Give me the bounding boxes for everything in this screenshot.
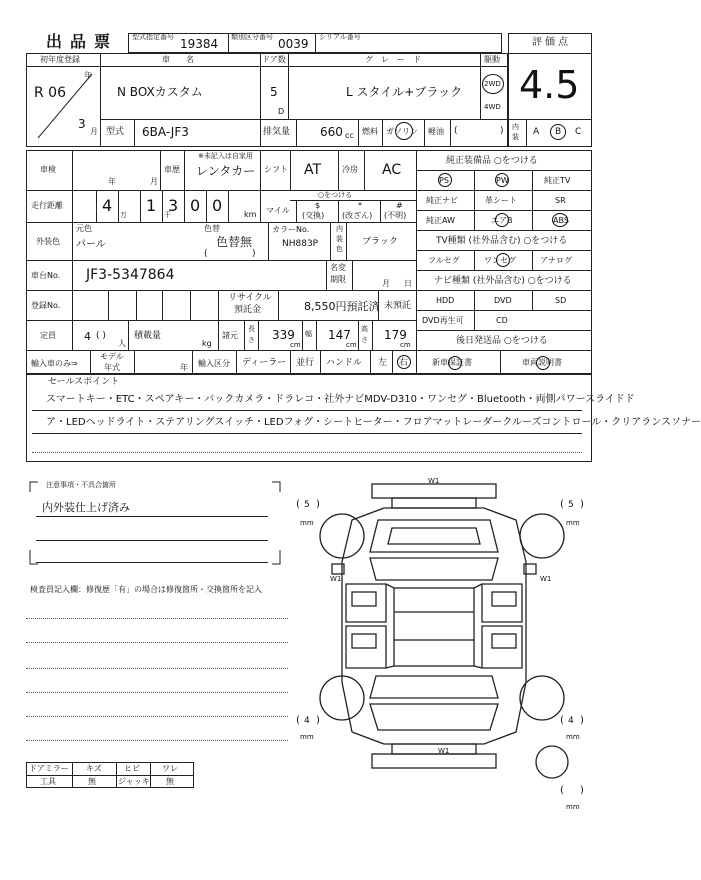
tire-rr-value: 4 xyxy=(568,716,574,726)
chassis-value: JF3-5347864 xyxy=(86,267,175,283)
first-reg-label: 初年度登録 xyxy=(40,55,80,64)
tire-spare-unit: mm xyxy=(566,803,580,811)
name-change-month: 月 xyxy=(382,279,390,288)
model-year-label-2: 年式 xyxy=(104,363,120,372)
analog: アナログ xyxy=(540,256,572,265)
fuel-light: 軽油 xyxy=(428,127,444,136)
legend-scratch: キズ xyxy=(86,764,102,773)
first-reg-era: R 06 xyxy=(34,85,66,101)
sales-points-line-1: スマートキー・ETC・スペアキー・バックカメラ・ドラレコ・社外ナビMDV-D310・ワンセグ・Bluetooth・両側パワースライドド xyxy=(46,394,635,405)
navi-title: ナビ種類 (社外品含む) ○をつける xyxy=(434,276,572,286)
legend-crack: ヒビ xyxy=(124,764,140,773)
load-unit: kg xyxy=(202,339,212,348)
sales-points-label: セールスポイント xyxy=(48,377,120,387)
reg-no-label: 登録No. xyxy=(31,301,61,310)
repaint-value: 色替無 xyxy=(216,235,253,249)
handle-right: 右 xyxy=(399,358,409,368)
mileage-exchange-mark: $ xyxy=(315,201,321,210)
interior-a: A xyxy=(533,127,540,137)
tire-spare-open: ( xyxy=(560,785,564,796)
width-label: 幅 xyxy=(305,330,312,338)
color-no-value: NH883P xyxy=(282,239,319,249)
doors-label: ドア数 xyxy=(262,55,286,64)
w1-rear: W1 xyxy=(438,747,450,755)
model-code-value: 6BA-JF3 xyxy=(142,125,189,139)
ac-label: 冷房 xyxy=(342,165,358,174)
handle-left: 左 xyxy=(378,358,388,368)
tire-rl-close: ) xyxy=(316,715,320,726)
model-year-label-1: モデル xyxy=(100,352,124,361)
dvd-play: DVD再生可 xyxy=(422,316,464,325)
grade-label: グレード xyxy=(365,55,429,64)
tv-title: TV種類 (社外品含む) ○をつける xyxy=(436,236,568,246)
height-value: 179 xyxy=(384,328,407,342)
legend-door-mirror: ドアミラー xyxy=(29,764,69,773)
tire-fl-value: 5 xyxy=(304,500,310,510)
import-parallel: 並行 xyxy=(296,358,315,368)
legend-jack: ジャッキ xyxy=(118,777,150,786)
interior-c: C xyxy=(575,127,582,137)
load-label: 積載量 xyxy=(134,331,162,341)
height-label-1: 高 xyxy=(361,325,368,333)
tire-fr-open: ( xyxy=(560,499,564,510)
displacement-unit: cc xyxy=(345,131,354,140)
category-value: 0039 xyxy=(278,37,309,51)
fuel-label: 燃料 xyxy=(362,127,378,136)
type-label: 型式 xyxy=(106,127,125,137)
tire-fr-close: ) xyxy=(580,499,584,510)
repaint-paren-close: ) xyxy=(252,249,256,259)
mileage-digit-4: 0 xyxy=(190,196,201,215)
first-reg-slash xyxy=(34,72,94,142)
fuel-other-open: ( xyxy=(454,126,458,136)
width-unit: cm xyxy=(346,341,357,349)
first-reg-month: 3 xyxy=(78,117,86,131)
drive-2wd: 2WD xyxy=(484,80,501,88)
cd: CD xyxy=(496,316,508,325)
fuel-other-close: ) xyxy=(500,126,504,136)
orig-color-label: 元色 xyxy=(76,224,92,233)
form-title: 出品票 xyxy=(46,32,119,51)
chassis-label: 車台No. xyxy=(31,271,61,280)
orig-color-value: パール xyxy=(76,239,106,250)
model-year-unit: 年 xyxy=(180,363,188,372)
name-change-label-1: 名変 xyxy=(330,263,346,272)
rating-value: 4.5 xyxy=(519,63,580,107)
mileage-sen: 千 xyxy=(164,211,171,219)
history-value: レンタカー xyxy=(196,164,256,178)
leather: 革シート xyxy=(485,196,517,205)
tire-fr-value: 5 xyxy=(568,500,574,510)
capacity-value: 4 xyxy=(84,330,91,343)
tire-fl-close: ) xyxy=(316,499,320,510)
mileage-digit-5: 0 xyxy=(212,196,223,215)
length-label-2: さ xyxy=(248,336,255,344)
legend-tools: 工具 xyxy=(40,777,56,786)
drive-label: 駆動 xyxy=(484,55,500,64)
legend-jack-val: 無 xyxy=(166,777,174,786)
model-designation-value: 19384 xyxy=(180,37,219,51)
manual: 車両説明書 xyxy=(522,358,562,367)
capacity-unit: 人 xyxy=(118,339,126,348)
handle-label: ハンドル xyxy=(326,358,363,368)
history-note: ※未記入は自家用 xyxy=(198,152,253,160)
abs: ABS xyxy=(553,216,569,225)
color-no-label: カラーNo. xyxy=(272,225,310,234)
mileage-unit: km xyxy=(244,210,257,219)
length-label-1: 長 xyxy=(248,325,255,333)
w1-left: W1 xyxy=(330,575,342,583)
recycle-value: 8,550円預託済 xyxy=(304,300,380,313)
inspector-label: 検査員記入欄：修復歴「有」の場合は修復箇所・交換箇所を記入 xyxy=(30,585,262,594)
repaint-paren-open: ( xyxy=(204,249,208,259)
tire-rl-open: ( xyxy=(296,715,300,726)
tire-fr-unit: mm xyxy=(566,519,580,527)
tire-fl-unit: mm xyxy=(300,519,314,527)
mileage-unknown-mark: # xyxy=(396,201,403,210)
mileage-mile: マイル xyxy=(266,206,290,215)
interior-color-label-1: 内 xyxy=(336,225,343,233)
inspection-month: 月 xyxy=(150,177,158,186)
genuine-aw: 純正AW xyxy=(426,216,455,225)
inspection-label: 車検 xyxy=(40,165,56,174)
displacement-value: 660 xyxy=(320,125,343,139)
interior-b: B xyxy=(555,127,562,137)
capacity-label: 定員 xyxy=(40,331,56,340)
genuine-title: 純正装備品 ○をつける xyxy=(446,156,538,166)
mileage-digit-1: 4 xyxy=(102,196,113,215)
serial-label: シリアル番号 xyxy=(319,33,361,41)
tire-rl-value: 4 xyxy=(304,716,310,726)
car-name-value: N BOXカスタム xyxy=(117,85,203,99)
import-label: 輸入車のみ⇒ xyxy=(31,359,78,368)
mileage-altered: (改ざん) xyxy=(342,211,373,220)
tire-rr-open: ( xyxy=(560,715,564,726)
capacity-paren: ( ) xyxy=(96,331,106,341)
tire-rl-unit: mm xyxy=(300,733,314,741)
mileage-mark-note: ○をつける xyxy=(318,191,353,199)
mileage-digit-3: 3 xyxy=(168,196,179,215)
import-class-label: 輸入区分 xyxy=(198,359,230,368)
height-unit: cm xyxy=(400,341,411,349)
length-unit: cm xyxy=(290,341,301,349)
mileage-altered-mark: * xyxy=(358,201,362,210)
rating-label: 評価点 xyxy=(532,37,571,48)
first-reg-year-unit: 年 xyxy=(84,71,92,80)
legend-broken: ワレ xyxy=(162,764,178,773)
exterior-color-label: 外装色 xyxy=(36,237,60,246)
length-value: 339 xyxy=(272,328,295,342)
tire-rr-close: ) xyxy=(580,715,584,726)
interior-color-value: ブラック xyxy=(362,237,398,247)
recycle-label-2: 預託金 xyxy=(234,305,262,315)
interior-label-2: 装 xyxy=(512,133,519,141)
mileage-man: 万 xyxy=(120,211,127,219)
doors-value: 5 xyxy=(270,85,278,99)
name-change-label-2: 期限 xyxy=(330,275,346,284)
tire-fl-open: ( xyxy=(296,499,300,510)
drive-4wd: 4WD xyxy=(484,103,501,111)
shift-label: シフト xyxy=(264,165,288,174)
interior-color-label-2: 装 xyxy=(336,235,343,243)
legend-tools-val: 無 xyxy=(88,777,96,786)
mileage-exchange: (交換) xyxy=(302,211,325,220)
notes-bracket xyxy=(24,478,294,568)
mileage-label: 走行距離 xyxy=(31,201,63,210)
shift-value: AT xyxy=(304,162,322,178)
height-label-2: さ xyxy=(361,336,368,344)
interior-color-label-3: 色 xyxy=(336,245,343,253)
name-change-day: 日 xyxy=(404,279,412,288)
notes-label: 注意事項・不具合箇所 xyxy=(46,481,116,489)
displacement-label: 排気量 xyxy=(263,127,291,137)
first-reg-month-unit: 月 xyxy=(90,127,98,136)
recycle-label-1: リサイクル xyxy=(228,293,272,303)
width-value: 147 xyxy=(328,328,351,342)
reg-plate-label: 諸元 xyxy=(222,331,238,340)
w1-right: W1 xyxy=(540,575,552,583)
sales-points-line-2: ア・LEDヘッドライト・ステアリングスイッチ・LEDフォグ・シートヒーター・フロアマットレーダークルーズコントロール・クリアランスソナー xyxy=(46,417,701,428)
pw: PW xyxy=(496,176,509,185)
ps: PS xyxy=(439,176,449,185)
mileage-unknown: (不明) xyxy=(384,211,407,220)
inspection-year: 年 xyxy=(108,177,116,186)
dvd: DVD xyxy=(494,296,512,305)
new-warranty: 新車保証書 xyxy=(432,358,472,367)
door-suffix: D xyxy=(278,107,285,116)
tire-rr-unit: mm xyxy=(566,733,580,741)
import-dealer: ディーラー xyxy=(242,358,287,368)
w1-front: W1 xyxy=(428,477,440,485)
ac-value: AC xyxy=(382,162,402,178)
later-title: 後日発送品 ○をつける xyxy=(456,336,548,346)
mileage-digit-2: 1 xyxy=(146,196,157,215)
repaint-label: 色替 xyxy=(204,224,220,233)
fullseg: フルセグ xyxy=(428,256,460,265)
fuel-gas: ガソリン xyxy=(386,127,418,136)
sd: SD xyxy=(555,296,567,305)
airbag: エアB xyxy=(491,216,513,225)
hdd: HDD xyxy=(436,296,455,305)
genuine-navi: 純正ナビ xyxy=(426,196,458,205)
tire-spare-close: ) xyxy=(580,785,584,796)
grade-value: L スタイル+ブラック xyxy=(346,85,463,99)
interior-label-1: 内 xyxy=(512,123,519,131)
genuine-tv: 純正TV xyxy=(544,176,571,185)
sr: SR xyxy=(555,196,566,205)
notes-text: 内外装仕上げ済み xyxy=(42,501,130,514)
history-label: 車歴 xyxy=(164,165,180,174)
category-label: 類別区分番号 xyxy=(231,33,273,41)
oneseg: ワンセグ xyxy=(484,256,516,265)
car-name-label: 車名 xyxy=(162,55,210,64)
recycle-unpaid: 未預託 xyxy=(384,301,412,311)
model-designation-label: 型式指定番号 xyxy=(132,33,174,41)
